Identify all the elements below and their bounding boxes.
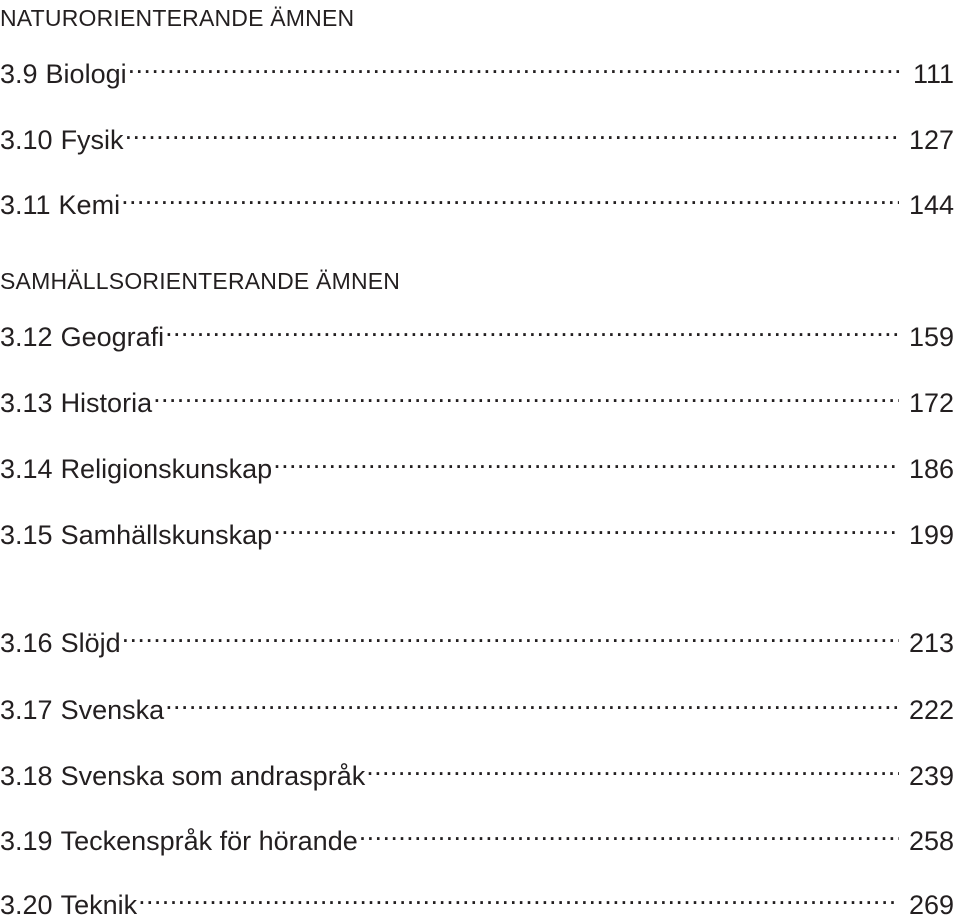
entry-number: 3.14	[0, 454, 53, 484]
toc-entry-svenska-som-andrasprak[interactable]	[0, 753, 954, 792]
dot-leader	[138, 882, 899, 914]
entry-page-number: 239	[908, 761, 954, 791]
entry-page-number: 144	[908, 190, 954, 220]
entry-title: Teknik	[60, 890, 138, 920]
dot-leader	[128, 51, 903, 83]
entry-title: Biologi	[45, 59, 127, 89]
dot-leader	[165, 314, 899, 346]
toc-entry-biologi[interactable]	[0, 51, 954, 90]
dot-leader	[121, 182, 899, 214]
entry-page-number: 213	[908, 628, 954, 658]
entry-title: Slöjd	[60, 628, 121, 658]
entry-page-number: 172	[908, 388, 954, 418]
entry-number: 3.12	[0, 322, 53, 352]
toc-entry-teknik[interactable]	[0, 882, 954, 921]
entry-title: Geografi	[60, 322, 165, 352]
toc-entry-religionskunskap[interactable]	[0, 446, 954, 485]
entry-title: Religionskunskap	[60, 454, 273, 484]
entry-number: 3.9	[0, 59, 38, 89]
dot-leader	[273, 512, 899, 544]
entry-page-number: 258	[908, 826, 954, 856]
toc-entry-slojd[interactable]	[0, 620, 954, 659]
entry-page-number: 186	[908, 454, 954, 484]
dot-leader	[366, 753, 899, 785]
toc-entry-svenska[interactable]	[0, 687, 954, 726]
toc-entry-geografi[interactable]	[0, 314, 954, 353]
entry-number: 3.17	[0, 695, 53, 725]
entry-page-number: 111	[912, 59, 954, 89]
section-heading-samhallsorienterande: SAMHÄLLSORIENTERANDE ÄMNEN	[0, 268, 401, 294]
entry-number: 3.16	[0, 628, 53, 658]
entry-number: 3.19	[0, 826, 53, 856]
entry-page-number: 127	[908, 125, 954, 155]
entry-title: Svenska	[60, 695, 165, 725]
dot-leader	[273, 446, 899, 478]
toc-entry-teckensprak[interactable]	[0, 818, 954, 857]
dot-leader	[359, 818, 899, 850]
entry-number: 3.13	[0, 388, 53, 418]
entry-title: Historia	[60, 388, 153, 418]
toc-entry-samhallskunskap[interactable]	[0, 512, 954, 551]
section-heading-naturorienterande: NATURORIENTERANDE ÄMNEN	[0, 5, 355, 31]
entry-number: 3.15	[0, 520, 53, 550]
entry-number: 3.11	[0, 190, 51, 220]
entry-title: Fysik	[60, 125, 124, 155]
entry-page-number: 222	[908, 695, 954, 725]
dot-leader	[153, 380, 899, 412]
dot-leader	[122, 620, 899, 652]
toc-entry-fysik[interactable]	[0, 117, 954, 156]
entry-title: Teckenspråk för hörande	[60, 826, 358, 856]
toc-entry-kemi[interactable]	[0, 182, 954, 221]
dot-leader	[125, 117, 899, 149]
entry-number: 3.18	[0, 761, 53, 791]
entry-number: 3.10	[0, 125, 53, 155]
entry-page-number: 199	[908, 520, 954, 550]
entry-title: Svenska som andraspråk	[60, 761, 366, 791]
entry-page-number: 159	[908, 322, 954, 352]
entry-page-number: 269	[908, 890, 954, 920]
entry-number: 3.20	[0, 890, 53, 920]
dot-leader	[165, 687, 899, 719]
entry-title: Samhällskunskap	[60, 520, 273, 550]
entry-title: Kemi	[58, 190, 121, 220]
toc-entry-historia[interactable]	[0, 380, 954, 419]
